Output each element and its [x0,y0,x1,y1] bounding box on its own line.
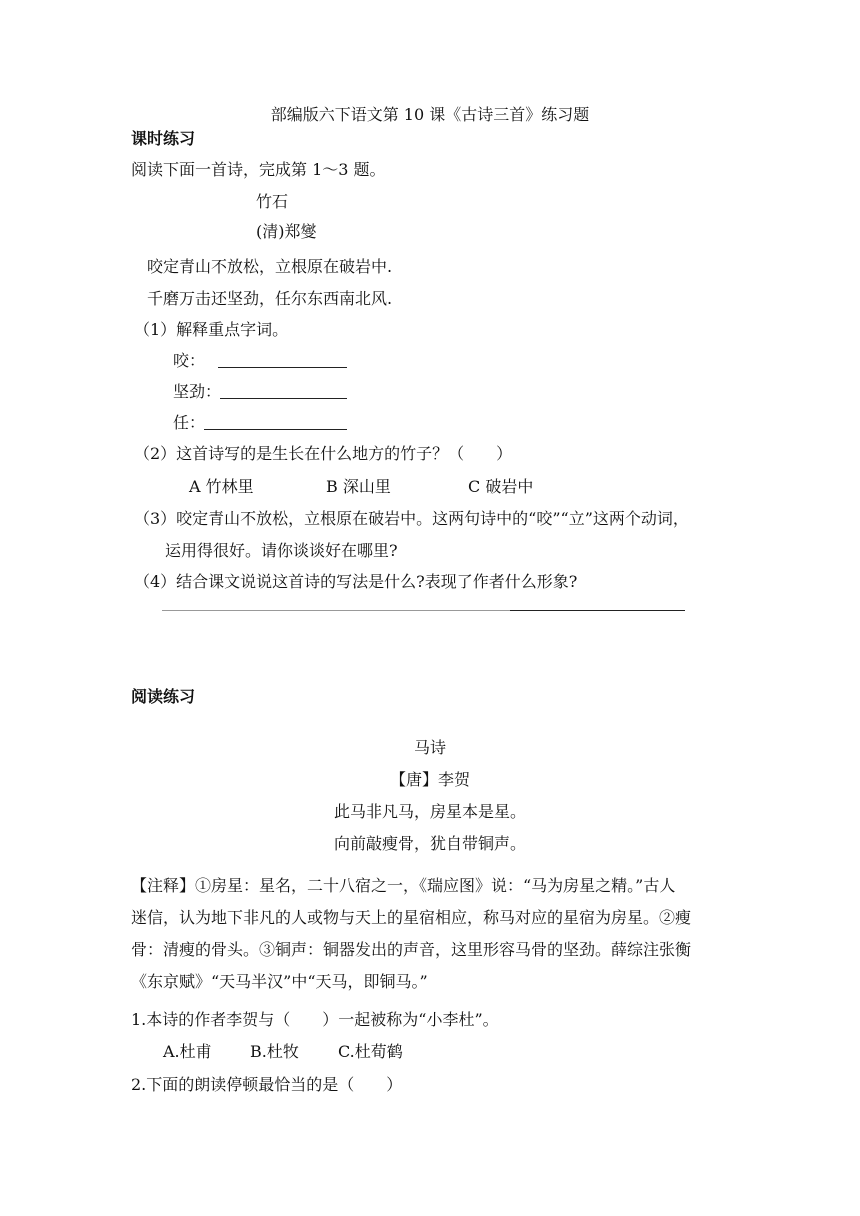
poem1-line: 千磨万击还坚劲，任尔东西南北风. [147,289,393,308]
question-2: （2）这首诗写的是生长在什么地方的竹子？（ ） [134,444,513,463]
poem1-author: (清)郑燮 [256,222,317,241]
answer-line [510,610,685,611]
annotation-line: 【注释】①房星：星名，二十八宿之一，《瑞应图》说：“马为房星之精。”古人 [131,876,676,895]
answer-line [162,610,510,611]
option-a: A.杜甫 [163,1042,212,1061]
vocab-item [173,413,205,433]
vocab-label: 任： [173,413,206,432]
option-c: C 破岩中 [468,477,534,496]
question-4: （4）结合课文说说这首诗的写法是什么?表现了作者什么形象? [134,572,578,591]
vocab-label: 咬： [173,351,206,370]
vocab-label: 坚劲： [173,382,222,401]
annotation-line: 迷信，认为地下非凡的人或物与天上的星宿相应，称马对应的星宿为房星。②瘦 [131,908,692,927]
vocab-item [173,351,205,371]
vocab-item [173,382,221,402]
option-c: C.杜荀鹤 [338,1042,403,1061]
page-title: 部编版六下语文第 10 课《古诗三首》练习题 [270,105,590,124]
question-1: 1.本诗的作者李贺与（ ）一起被称为“小李杜”。 [131,1010,499,1029]
question-1: （1）解释重点字词。 [134,320,289,339]
option-b: B 深山里 [326,477,391,496]
poem2-line: 向前敲瘦骨，犹自带铜声。 [333,834,526,853]
poem1-title: 竹石 [256,192,289,211]
section1-intro: 阅读下面一首诗，完成第 1～3 题。 [131,160,386,179]
poem2-author: 【唐】李贺 [389,770,470,789]
poem1-line: 咬定青山不放松，立根原在破岩中. [147,257,393,276]
poem2-line: 此马非凡马，房星本是星。 [333,802,526,821]
answer-blank[interactable] [220,382,347,399]
annotation-line: 骨：清瘦的骨头。③铜声：铜器发出的声音，这里形容马骨的坚劲。薛综注张衡 [131,940,692,959]
option-a: A 竹林里 [189,477,254,496]
question-2: 2.下面的朗读停顿最恰当的是（ ） [131,1075,403,1094]
question-3-cont: 运用得很好。请你谈谈好在哪里? [165,541,398,560]
section-heading-reading-practice: 阅读练习 [131,687,196,706]
answer-blank[interactable] [218,351,347,368]
poem2-title: 马诗 [413,738,446,757]
annotation-line: 《东京赋》“天马半汉”中“天马，即铜马。” [131,972,428,991]
option-b: B.杜牧 [250,1042,299,1061]
section-heading-lesson-practice: 课时练习 [131,129,196,148]
answer-blank[interactable] [204,413,347,430]
question-3: （3）咬定青山不放松，立根原在破岩中。这两句诗中的“咬”“立”这两个动词， [134,509,689,528]
